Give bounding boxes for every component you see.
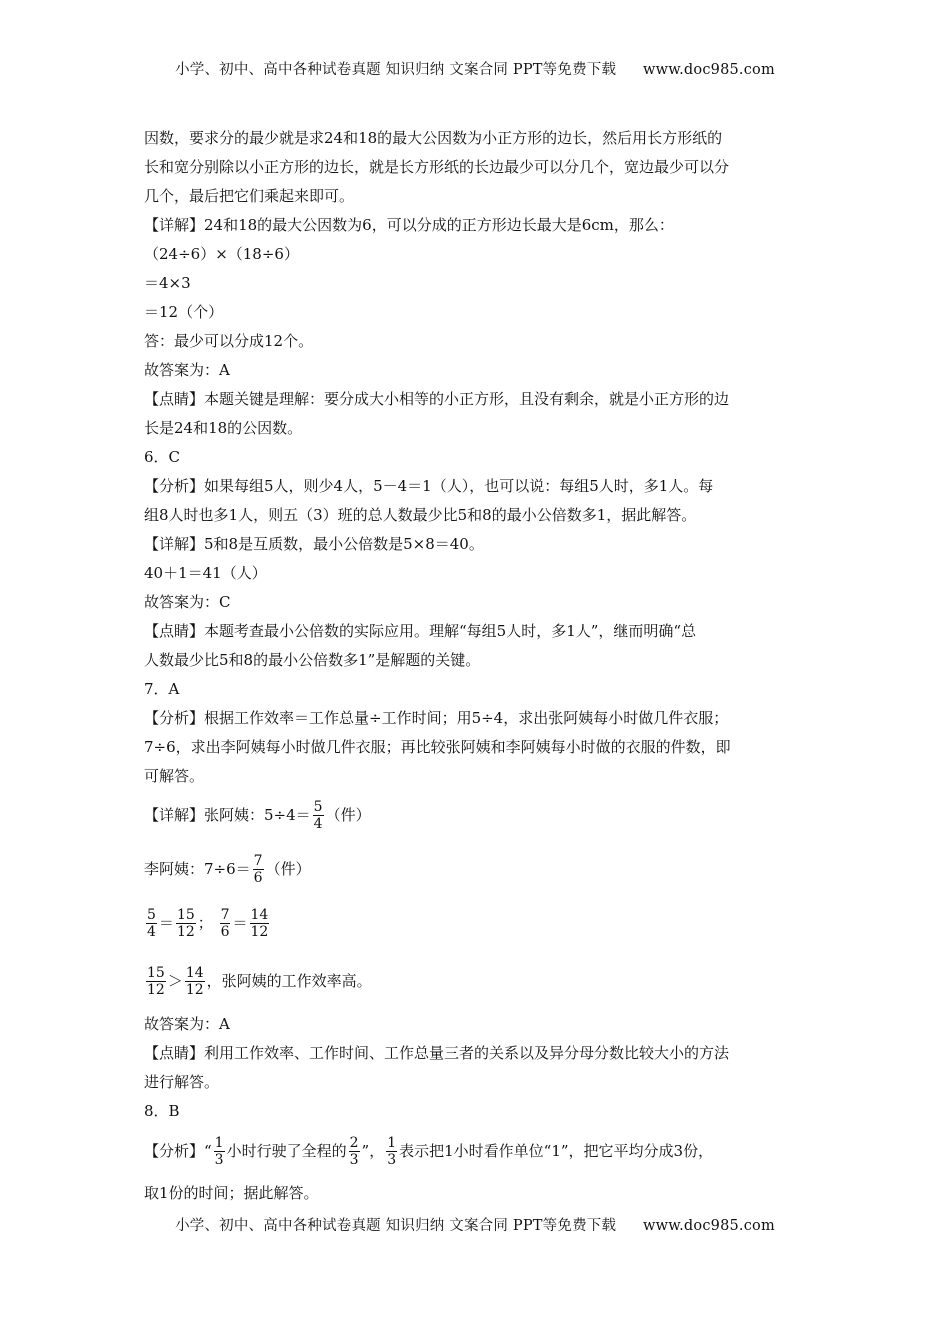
text-line: 故答案为：A (144, 1015, 230, 1033)
text-line: 几个，最后把它们乘起来即可。 (144, 187, 355, 205)
fraction: $\frac{5}{4}$ (147, 906, 156, 940)
page-header (0, 58, 950, 79)
text-line: 长是24和18的公因数。 (144, 419, 303, 437)
text-line: 人数最少比5和8的最小公倍数多1”是解题的关键。 (144, 651, 481, 669)
fraction: $\frac{2}{3}$ (349, 1134, 359, 1168)
question-number: 8．B (144, 1102, 180, 1120)
text-line: ＝12（个） (144, 303, 224, 321)
fraction: $\frac{1}{3}$ (214, 1134, 224, 1168)
fraction: $\frac{15}{12}$ (176, 906, 195, 940)
formula-line: $\frac{5}{4}$ ＝ $\frac{15}{12}$ ； $\frac{7}{6}$ ＝ $\frac{14}{12}$ (147, 906, 269, 940)
text-line: 【点睛】本题关键是理解：要分成大小相等的小正方形，且没有剩余，就是小正方形的边 (144, 390, 730, 408)
footer-url[interactable]: www.doc985.com (642, 1218, 775, 1234)
header-url[interactable]: www.doc985.com (642, 62, 775, 78)
formula-line: 李阿姨：7÷6＝ $\frac{7}{6}$ （件） (144, 852, 311, 886)
question-number: 7．A (144, 680, 180, 698)
text-line: 【分析】如果每组5人，则少4人，5－4＝1（人），也可以说：每组5人时，多1人。每 (144, 477, 714, 495)
text-line: 故答案为：A (144, 361, 230, 379)
text-line: 【详解】24和18的最大公因数为6，可以分成的正方形边长最大是6cm，那么： (144, 216, 674, 234)
text-line: 长和宽分别除以小正方形的边长，就是长方形纸的长边最少可以分几个，宽边最少可以分 (144, 158, 730, 176)
text-line: 可解答。 (144, 767, 205, 785)
formula-line: 【分析】“ $\frac{1}{3}$ 小时行驶了全程的 $\frac{2}{3}$ ”， $\frac{1}{3}$ 表示把1小时看作单位“1”，把它平均分成3份， (144, 1134, 714, 1168)
fraction: $\frac{7}{6}$ (253, 852, 263, 886)
text-line: 【点睛】利用工作效率、工作时间、工作总量三者的关系以及异分母分数比较大小的方法 (144, 1044, 730, 1062)
formula-line: $\frac{15}{12}$ ＞ $\frac{14}{12}$ ，张阿姨的工作效率高。 (147, 964, 372, 998)
text-line: 故答案为：C (144, 593, 231, 611)
text-line: 【详解】5和8是互质数，最小公倍数是5×8＝40。 (144, 535, 484, 553)
text-line: 取1份的时间；据此解答。 (144, 1184, 319, 1202)
page-footer (0, 1214, 950, 1235)
text-line: 【分析】根据工作效率＝工作总量÷工作时间；用5÷4，求出张阿姨每小时做几件衣服； (144, 709, 729, 727)
text-line: ＝4×3 (144, 274, 191, 292)
text-line: 答：最少可以分成12个。 (144, 332, 314, 350)
formula-line: 【详解】张阿姨：5÷4＝ $\frac{5}{4}$ （件） (144, 798, 371, 832)
fraction: $\frac{14}{12}$ (250, 906, 269, 940)
text-line: 进行解答。 (144, 1073, 220, 1091)
text-line: （24÷6）×（18÷6） (144, 245, 299, 263)
text-line: 因数，要求分的最少就是求24和18的最大公因数为小正方形的边长，然后用长方形纸的 (144, 129, 723, 147)
fraction: $\frac{5}{4}$ (313, 798, 323, 832)
text-line: 【点睛】本题考查最小公倍数的实际应用。理解“每组5人时，多1人”，继而明确“总 (144, 622, 697, 640)
fraction: $\frac{1}{3}$ (387, 1134, 397, 1168)
fraction: $\frac{14}{12}$ (185, 964, 204, 998)
text-line: 40＋1＝41（人） (144, 564, 267, 582)
text-line: 组8人时也多1人，则五（3）班的总人数最少比5和8的最小公倍数多1，据此解答。 (144, 506, 697, 524)
text-line: 7÷6，求出李阿姨每小时做几件衣服；再比较张阿姨和李阿姨每小时做的衣服的件数，即 (144, 738, 731, 756)
footer-text: 小学、初中、高中各种试卷真题 知识归纳 文案合同 PPT等免费下载 (175, 1218, 617, 1234)
fraction: $\frac{15}{12}$ (147, 964, 165, 998)
fraction: $\frac{7}{6}$ (220, 906, 230, 940)
header-text: 小学、初中、高中各种试卷真题 知识归纳 文案合同 PPT等免费下载 (175, 62, 617, 78)
question-number: 6．C (144, 448, 181, 466)
